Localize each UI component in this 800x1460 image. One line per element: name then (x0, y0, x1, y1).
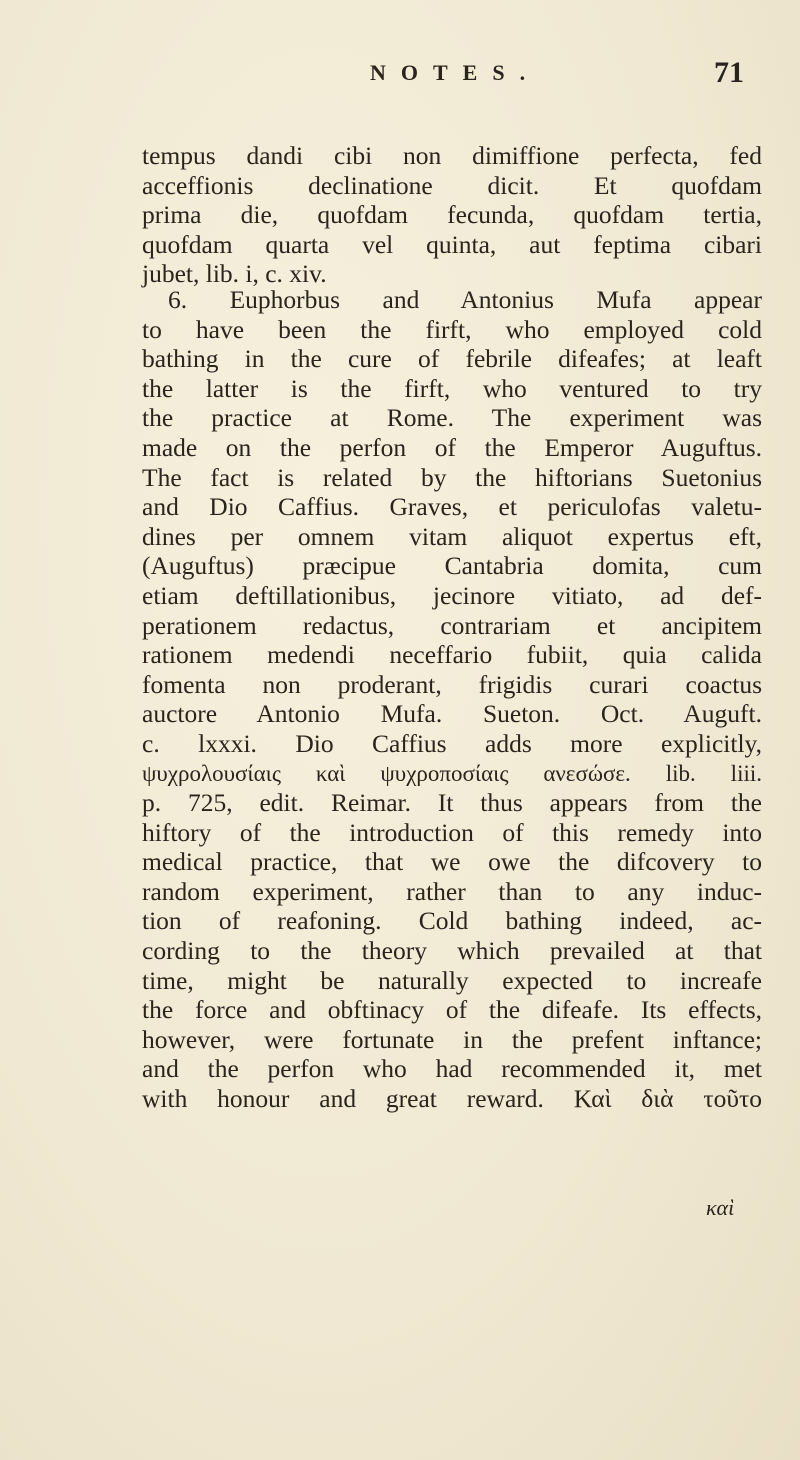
text-line: with honour and great reward. Καὶ διὰ τοῦτο (142, 1084, 762, 1114)
text-line: cording to the theory which prevailed at that (142, 936, 762, 966)
text-line: rationem medendi neceffario fubiit, quia calida (142, 640, 762, 670)
text-line: time, might be naturally expected to increafe (142, 965, 762, 995)
text-line: random experiment, rather than to any induc- (142, 876, 762, 906)
text-line: The fact is related by the hiftorians Suetonius (142, 462, 762, 492)
text-line: c. lxxxi. Dio Caffius adds more explicitly, (142, 728, 762, 758)
text-line: quofdam quarta vel quinta, aut feptima cibari (142, 229, 762, 259)
text-line: the latter is the firft, who ventured to try (142, 373, 762, 403)
text-line: to have been the firft, who employed cold (142, 314, 762, 344)
text-line: hiftory of the introduction of this remedy into (142, 817, 762, 847)
text-line: fomenta non proderant, frigidis curari coactus (142, 669, 762, 699)
text-line: etiam deftillationibus, jecinore vitiato, ad def- (142, 580, 762, 610)
text-line: however, were fortunate in the prefent inftance; (142, 1024, 762, 1054)
text-line: the force and obftinacy of the difeafe. Its effects, (142, 995, 762, 1025)
text-line: auctore Antonio Mufa. Sueton. Oct. Auguft. (142, 699, 762, 729)
text-line: perationem redactus, contrariam et ancipitem (142, 610, 762, 640)
text-line: prima die, quofdam fecunda, quofdam tertia, (142, 200, 762, 230)
text-line: and Dio Caffius. Graves, et periculofas valetu- (142, 492, 762, 522)
paragraph-1 (142, 141, 762, 289)
text-line: made on the perfon of the Emperor Auguftus. (142, 432, 762, 462)
text-line: dines per omnem vitam aliquot expertus eft, (142, 521, 762, 551)
text-line: tempus dandi cibi non dimiffione perfecta, fed (142, 141, 762, 170)
text-line: the practice at Rome. The experiment was (142, 403, 762, 433)
page-header (0, 56, 800, 100)
text-line: and the perfon who had recommended it, met (142, 1054, 762, 1084)
text-line: 6. Euphorbus and Antonius Mufa appear (168, 285, 762, 314)
text-line: p. 725, edit. Reimar. It thus appears from the (142, 788, 762, 818)
text-line: (Auguftus) præcipue Cantabria domita, cum (142, 551, 762, 581)
catchword: καὶ (706, 1195, 735, 1220)
text-line: medical practice, that we owe the difcovery to (142, 847, 762, 877)
text-line: acceffionis declinatione dicit. Et quofdam (142, 170, 762, 200)
text-line-greek: ψυχρολουσίαις καὶ ψυχροποσίαις ανεσώσε. lib. liii. (142, 760, 762, 786)
page-number: 71 (714, 56, 744, 89)
paragraph-2 (142, 285, 762, 1114)
text-line: bathing in the cure of febrile difeafes; at leaft (142, 344, 762, 374)
text-line: jubet, lib. i, c. xiv. (142, 259, 327, 289)
running-head: NOTES. (370, 60, 541, 85)
text-line: tion of reafoning. Cold bathing indeed, ac- (142, 906, 762, 936)
